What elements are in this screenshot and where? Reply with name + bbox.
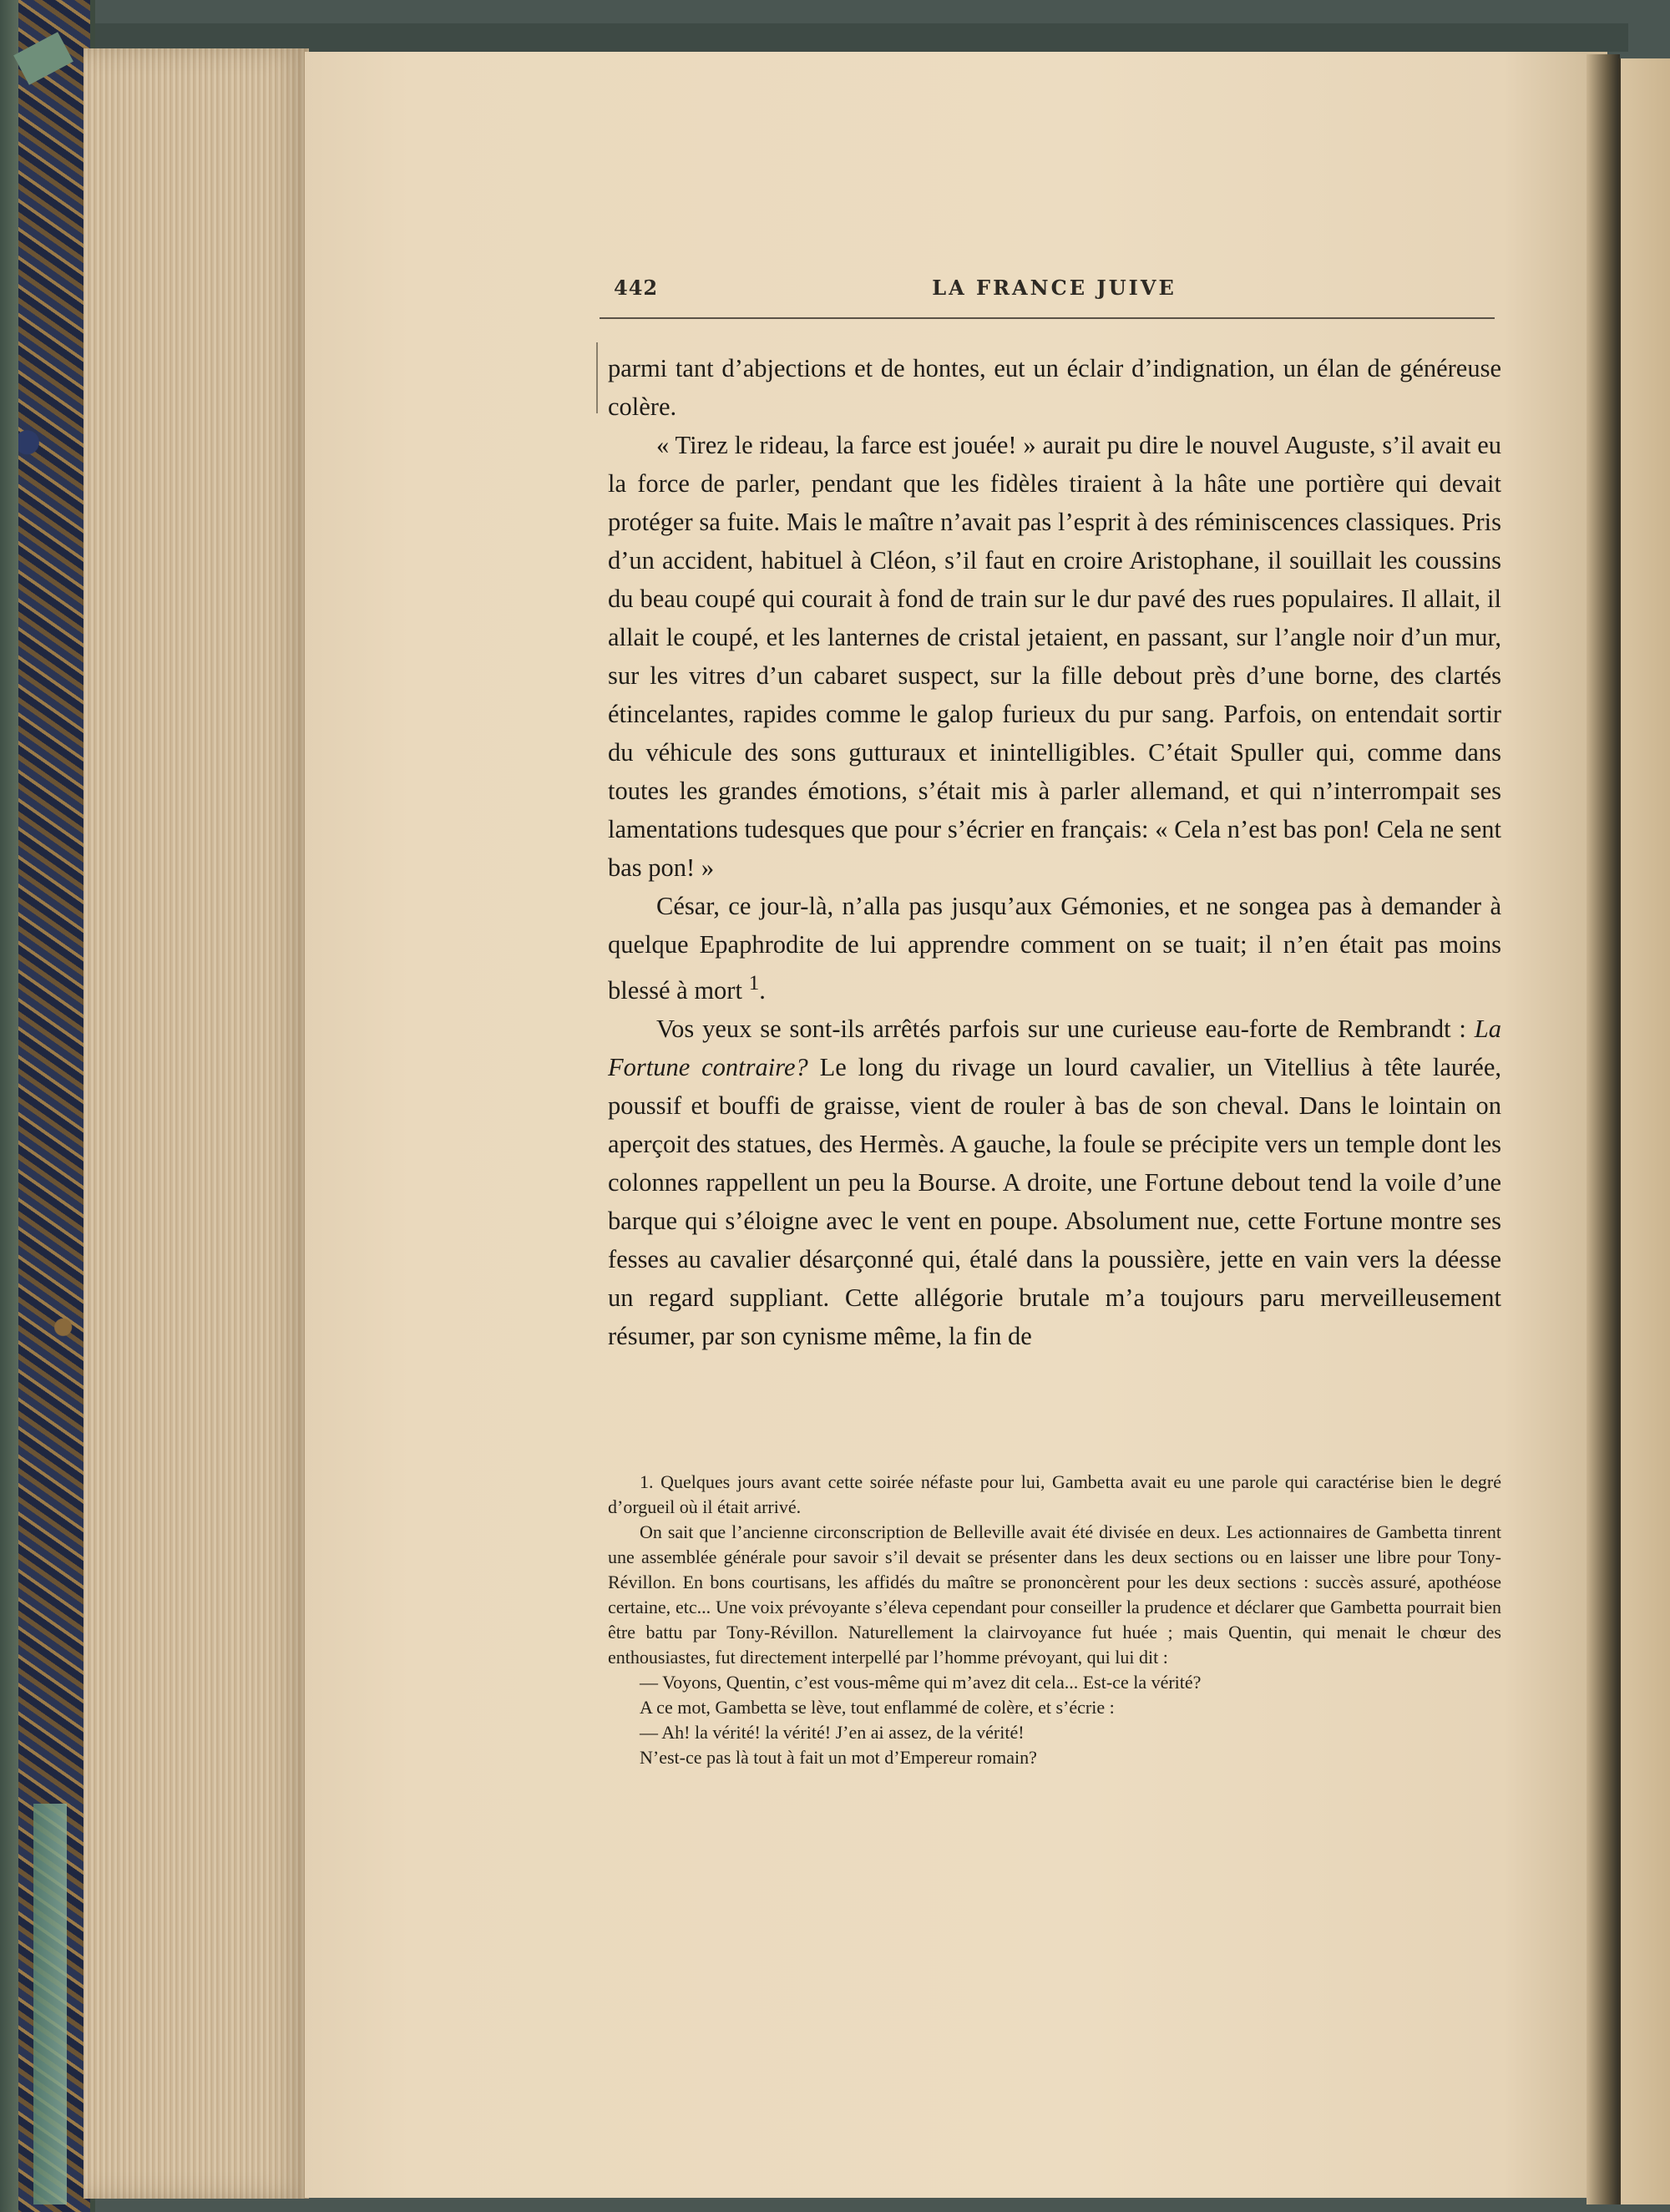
footnote: 1. Quelques jours avant cette soirée néfaste pour lui, Gambetta avait eu une parole qui caractérise bien le degré d’orgueil où il était arrivé. — [608, 1471, 1501, 1517]
next-page-edge — [1618, 58, 1670, 2204]
cover-edge — [0, 0, 18, 2212]
body-text — [608, 349, 1501, 1355]
footnote: N’est-ce pas là tout à fait un mot d’Empereur romain? — [640, 1747, 1037, 1768]
paragraph-text: César, ce jour-là, n’alla pas jusqu’aux Gémonies, et ne songea pas à demander à quelque Epaphrodite de lui apprendre comment on se tuait; il n’en était pas moins blessé à mort — [608, 892, 1501, 1005]
footnote: On sait que l’ancienne circonscription de Belleville avait été divisée en deux. Les actionnaires de Gambetta tinrent une assemblée générale pour savoir s’il devait se présenter dans les deux sections ou en laisser une libre pour Tony-Révillon. En bons courtisans, les affidés du maître se prononcèrent pour les deux sections : succès assuré, apothéose certaine, etc... Une voix prévoyante s’éleva cependant pour conseiller la prudence et déclarer que Gambetta pourrait bien être battu par Tony-Révillon. Naturellement la clairvoyance fut huée ; mais Quentin, qui menait le chœur des enthousiastes, fut directement interpellé par l’homme prévoyant, qui lui dit : — [608, 1521, 1501, 1668]
artwork-title: La Fortune contraire? — [608, 1015, 1501, 1082]
footnotes — [608, 1470, 1501, 1770]
paragraph: « Tirez le rideau, la farce est jouée! » aurait pu dire le nouvel Auguste, s’il avait eu la force de parler, pendant que les fidèles tiraient à la hâte une portière qui devait protéger sa fuite. Mais le maître n’avait pas l’esprit à des réminiscences classiques. Pris d’un accident, habituel à Cléon, s’il faut en croire Aristophane, il souillait les coussins du beau coupé qui courait à fond de train sur le dur pavé des rues populaires. Il allait, il allait le coupé, et les lanternes de cristal jetaient, en passant, sur l’angle noir d’un mur, sur les vitres d’un cabaret suspect, sur la fille debout près d’une borne, des clartés étincelantes, rapides comme le galop furieux du pur sang. Parfois, on entendait sortir du véhicule des sons gutturaux et inintelligibles. C’était Spuller qui, comme dans toutes les grandes émotions, s’était mis à parler allemand, et qui n’interrompait ses lamentations tudesques que pour s’écrier en français: « Cela n’est bas pon! Cela ne sent bas pon! » — [608, 431, 1501, 882]
page-block-edges — [84, 48, 309, 2199]
gutter — [1586, 54, 1620, 2204]
running-title: LA FRANCE JUIVE — [932, 276, 1177, 300]
paragraph — [608, 1010, 1501, 1355]
binding-top — [84, 23, 1628, 52]
header-rule — [600, 317, 1495, 319]
footnote: — Voyons, Quentin, c’est vous-même qui m’avez dit cela... Est-ce la vérité? — [640, 1672, 1202, 1693]
footnote-reference: 1 — [748, 971, 760, 995]
cover-corner-bottom — [33, 1804, 67, 2204]
paragraph-text: Vos yeux se sont-ils arrêtés parfois sur une curieuse eau-forte de Rembrandt : — [656, 1015, 1466, 1044]
margin-mark — [596, 342, 598, 413]
running-head — [614, 276, 1495, 309]
paragraph: parmi tant d’abjections et de hontes, eut un éclair d’indignation, un élan de généreuse colère. — [608, 354, 1501, 421]
footnote: — Ah! la vérité! la vérité! J’en ai assez, de la vérité! — [640, 1722, 1025, 1743]
page-number: 442 — [614, 276, 659, 300]
footnote: A ce mot, Gambetta se lève, tout enflammé de colère, et s’écrie : — [640, 1697, 1115, 1718]
paragraph-text: Le long du rivage un lourd cavalier, un Vitellius à tête laurée, poussif et bouffi de graisse, vient de rouler à bas de son cheval. Dans le lointain on aperçoit des statues, des Hermès. A gauche, la foule se précipite vers un temple dont les colonnes rappellent un peu la Bourse. A droite, une Fortune debout tend la voile d’une barque qui s’éloigne avec le vent en poupe. Absolument nue, cette Fortune montre ses fesses au cavalier désarçonné qui, étalé dans la poussière, jette en vain vers la déesse un regard suppliant. Cette allégorie brutale m’a toujours paru merveilleusement résumer, par son cynisme même, la fin de — [608, 1053, 1501, 1351]
paragraph: César, ce jour-là, n’alla pas jusqu’aux Gémonies, et ne songea pas à demander à quelque Epaphrodite de lui apprendre comment on se tuait; il n’en était pas moins blessé à mort $^1$. — [608, 892, 1501, 1005]
